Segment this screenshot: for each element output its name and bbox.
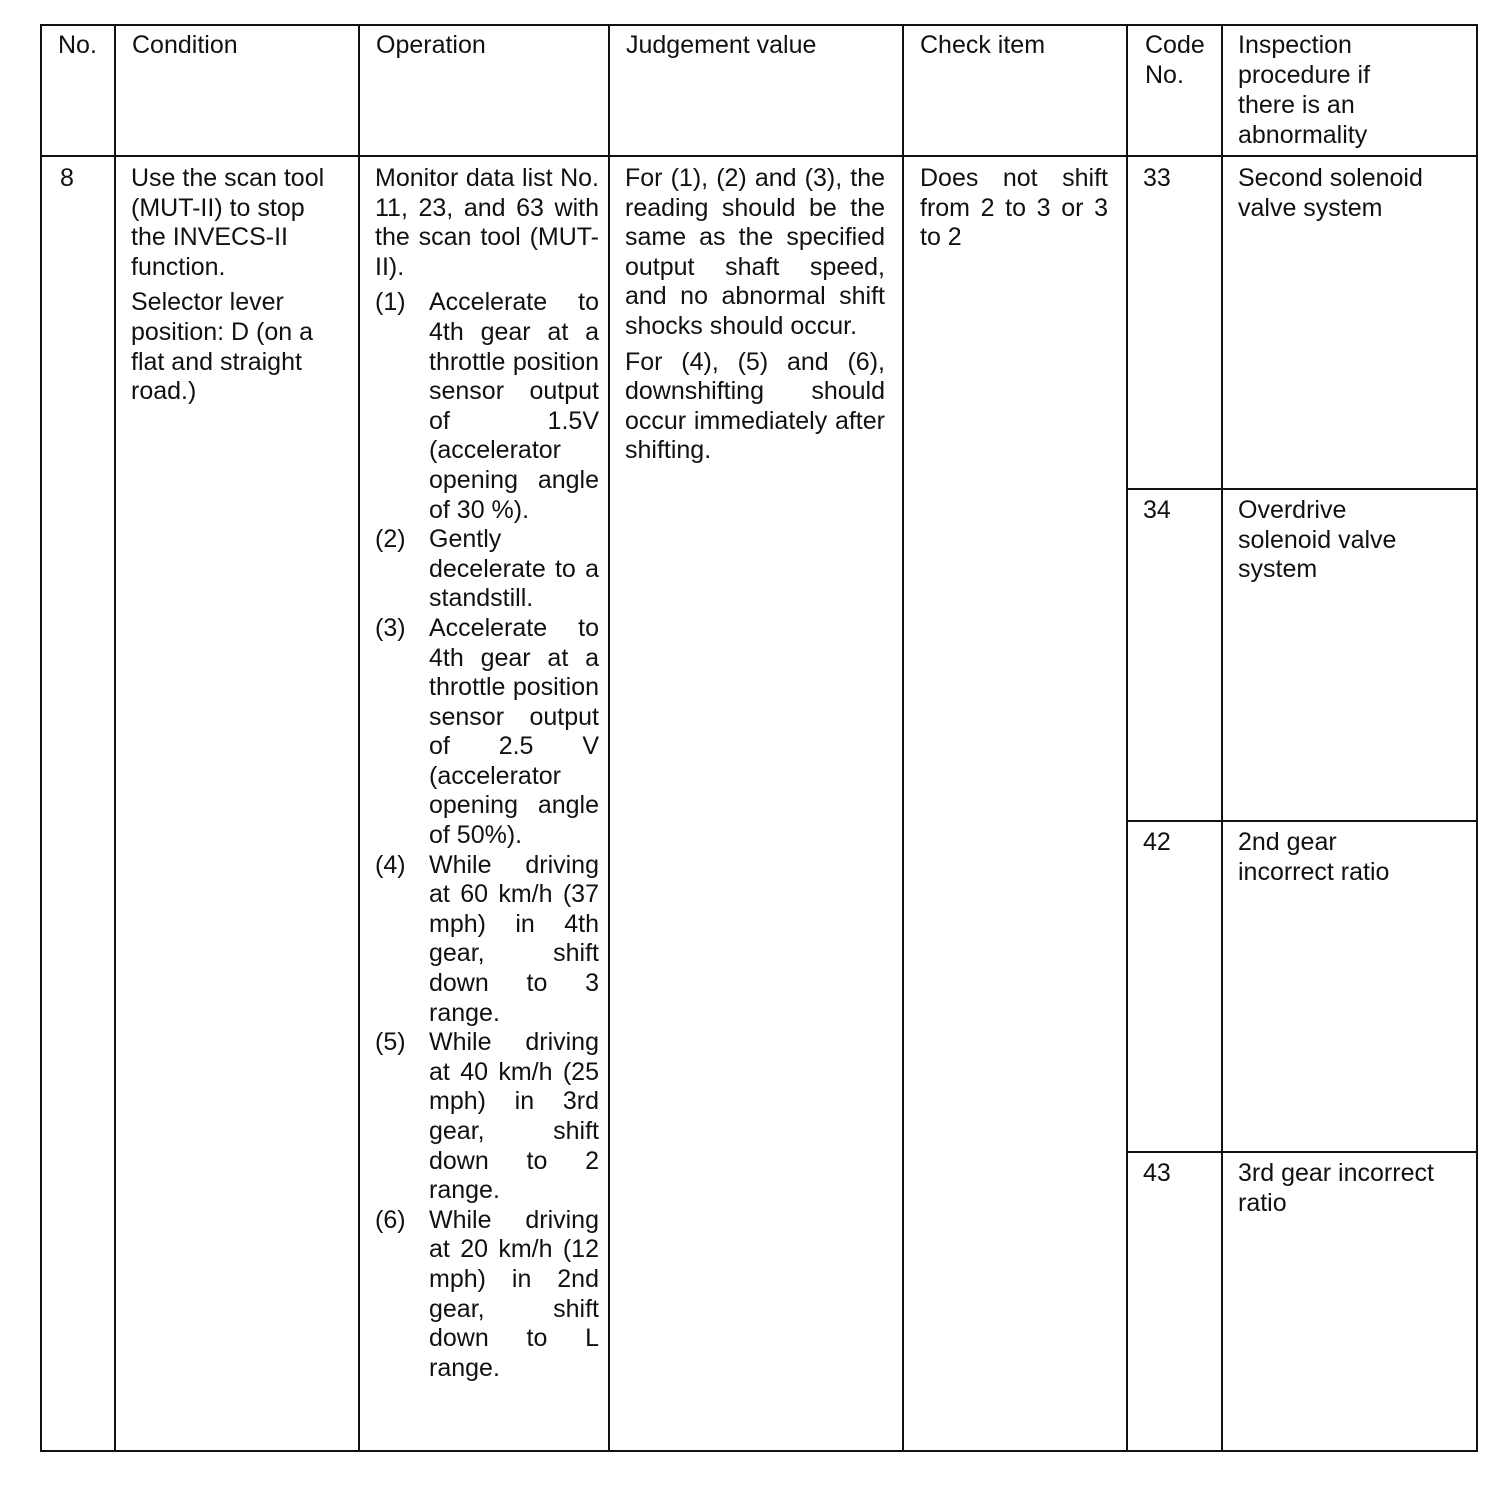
code-row-divider: [1126, 1151, 1478, 1153]
inspection-procedure: 3rd gear incorrect ratio: [1238, 1159, 1434, 1217]
code-number: 42: [1143, 828, 1171, 856]
code-row-divider: [1126, 488, 1478, 490]
code-row-divider: [1126, 820, 1478, 822]
operation-step: [375, 1028, 599, 1206]
operation-step: [375, 851, 599, 1029]
operation-step: [375, 1206, 599, 1384]
step-number: (6): [375, 1205, 406, 1234]
inspection-procedure: 2nd gear incorrect ratio: [1238, 828, 1390, 886]
header-code-no: Code No.: [1145, 31, 1205, 89]
column-divider: [114, 24, 116, 1452]
header-no: No.: [58, 31, 97, 59]
inspection-table: [40, 24, 1478, 1452]
column-divider: [1126, 24, 1128, 1452]
column-divider: [1221, 24, 1223, 1452]
code-number: 33: [1143, 164, 1171, 192]
header-condition: Condition: [132, 31, 238, 59]
operation-cell: [375, 164, 599, 1383]
step-text: While driving at 40 km/h (25 mph) in 3rd gear, shift down to 2 range.: [429, 1028, 599, 1205]
inspection-procedure: Overdrive solenoid valve system: [1238, 496, 1397, 584]
row-number: 8: [60, 164, 74, 192]
operation-intro: Monitor data list No. 11, 23, and 63 with the scan tool (MUT-II).: [375, 164, 599, 281]
column-divider: [358, 24, 360, 1452]
step-number: (5): [375, 1028, 406, 1057]
column-divider: [902, 24, 904, 1452]
step-number: (3): [375, 613, 406, 642]
step-text: Accelerate to 4th gear at a throttle position sensor output of 2.5 V (accelerator opening angle of 50%).: [429, 613, 599, 850]
condition-text: Use the scan tool (MUT-II) to stop the INVECS-II function.: [131, 164, 325, 281]
column-divider: [608, 24, 610, 1452]
judgement-text: For (1), (2) and (3), the reading should be the same as the specified output shaft speed, and no abnormal shift shocks should occur.: [625, 164, 885, 340]
header-judgement: Judgement value: [626, 31, 817, 59]
operation-step: [375, 525, 599, 614]
condition-text: Selector lever position: D (on a flat and straight road.): [131, 288, 314, 406]
step-number: (1): [375, 288, 406, 317]
operation-step: [375, 614, 599, 851]
check-item-text: Does not shift from 2 to 3 or 3 to 2: [920, 164, 1108, 252]
condition-cell: [131, 164, 345, 407]
header-operation: Operation: [376, 31, 486, 59]
judgement-cell: [625, 164, 885, 466]
code-number: 43: [1143, 1159, 1171, 1187]
inspection-procedure: Second solenoid valve system: [1238, 164, 1423, 222]
step-text: Accelerate to 4th gear at a throttle position sensor output of 1.5V (accelerator opening angle of 30 %).: [429, 288, 599, 524]
step-text: While driving at 60 km/h (37 mph) in 4th gear, shift down to 3 range.: [429, 850, 599, 1027]
code-number: 34: [1143, 496, 1171, 524]
header-divider: [40, 155, 1478, 157]
step-text: While driving at 20 km/h (12 mph) in 2nd gear, shift down to L range.: [429, 1205, 599, 1382]
step-number: (4): [375, 850, 406, 879]
header-inspection-procedure: Inspection procedure if there is an abnormality: [1238, 31, 1371, 149]
header-check-item: Check item: [920, 31, 1046, 59]
judgement-text: For (4), (5) and (6), downshifting should occur immediately after shifting.: [625, 347, 885, 465]
operation-step: [375, 288, 599, 525]
step-number: (2): [375, 525, 406, 554]
step-text: Gently decelerate to a standstill.: [429, 525, 599, 613]
